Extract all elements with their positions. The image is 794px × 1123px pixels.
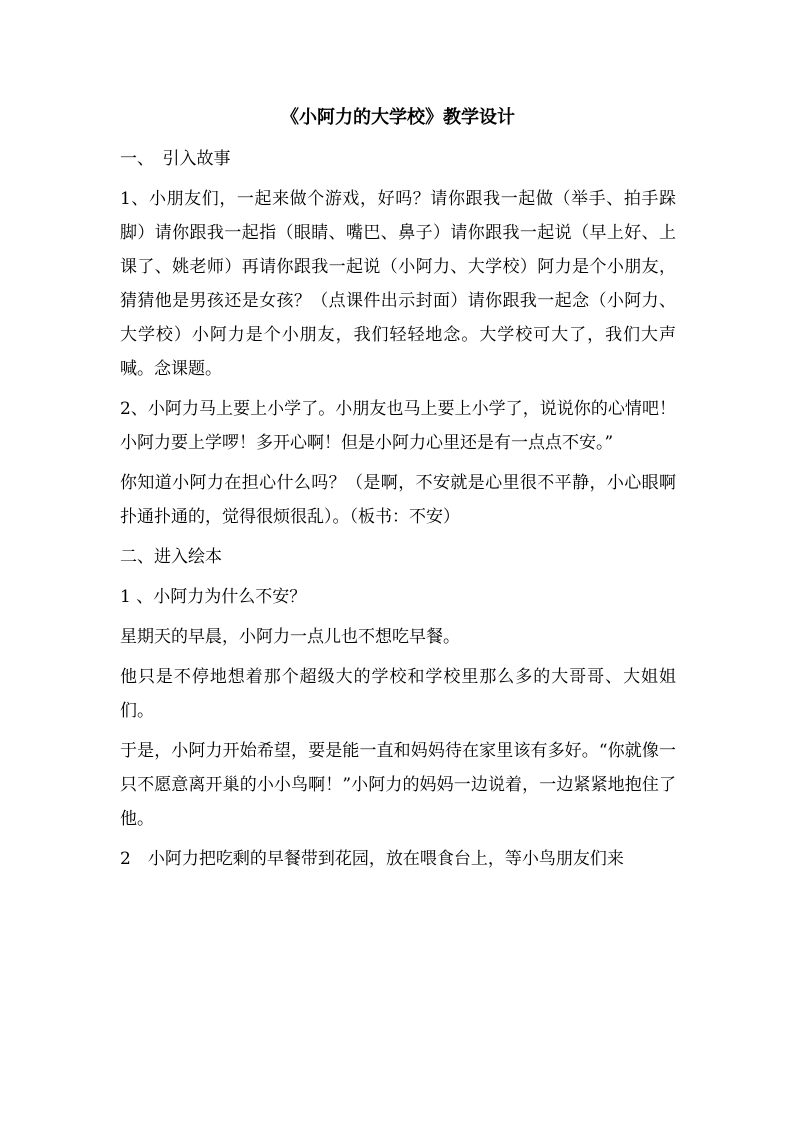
document-title: 《小阿力的大学校》教学设计 [281,107,515,128]
paragraph-2: 2、小阿力马上要上小学了。小朋友也马上要上小学了，说说你的心情吧！小阿力要上学啰！多开心啊！但是小阿力心里还是有一点点不安。” [120,399,676,453]
paragraph-5: 他只是不停地想着那个超级大的学校和学校里那么多的大哥哥、大姐姐们。 [120,667,676,721]
paragraph-1: 1、小朋友们，一起来做个游戏，好吗？请你跟我一起做（举手、拍手跺脚）请你跟我一起指（眼睛、嘴巴、鼻子）请你跟我一起说（早上好、上课了、姚老师）再请你跟我一起说（小阿力、大学校）阿力是个小朋友，猜猜他是男孩还是女孩？（点课件出示封面）请你跟我一起念（小阿力、大学校）小阿力是个小朋友，我们轻轻地念。大学校可大了，我们大声喊。念课题。 [120,189,676,379]
paragraph-question: 1 、小阿力为什么不安？ [120,587,307,607]
paragraph-3: 你知道小阿力在担心什么吗？（是啊，不安就是心里很不平静，小心眼啊扑通扑通的，觉得很烦很乱）。（板书：不安） [120,473,676,527]
paragraph-7: 2 小阿力把吃剩的早餐带到花园，放在喂食台上，等小鸟朋友们来 [120,849,624,869]
document-body [120,100,676,876]
paragraph-6: 于是，小阿力开始希望，要是能一直和妈妈待在家里该有多好。“你就像一只不愿意离开巢的小小鸟啊！”小阿力的妈妈一边说着，一边紧紧地抱住了他。 [120,741,676,829]
section-heading-picture-book: 二、进入绘本 [120,547,222,567]
section-heading-intro: 一、 引入故事 [120,149,231,169]
paragraph-4: 星期天的早晨，小阿力一点儿也不想吃早餐。 [120,627,460,647]
